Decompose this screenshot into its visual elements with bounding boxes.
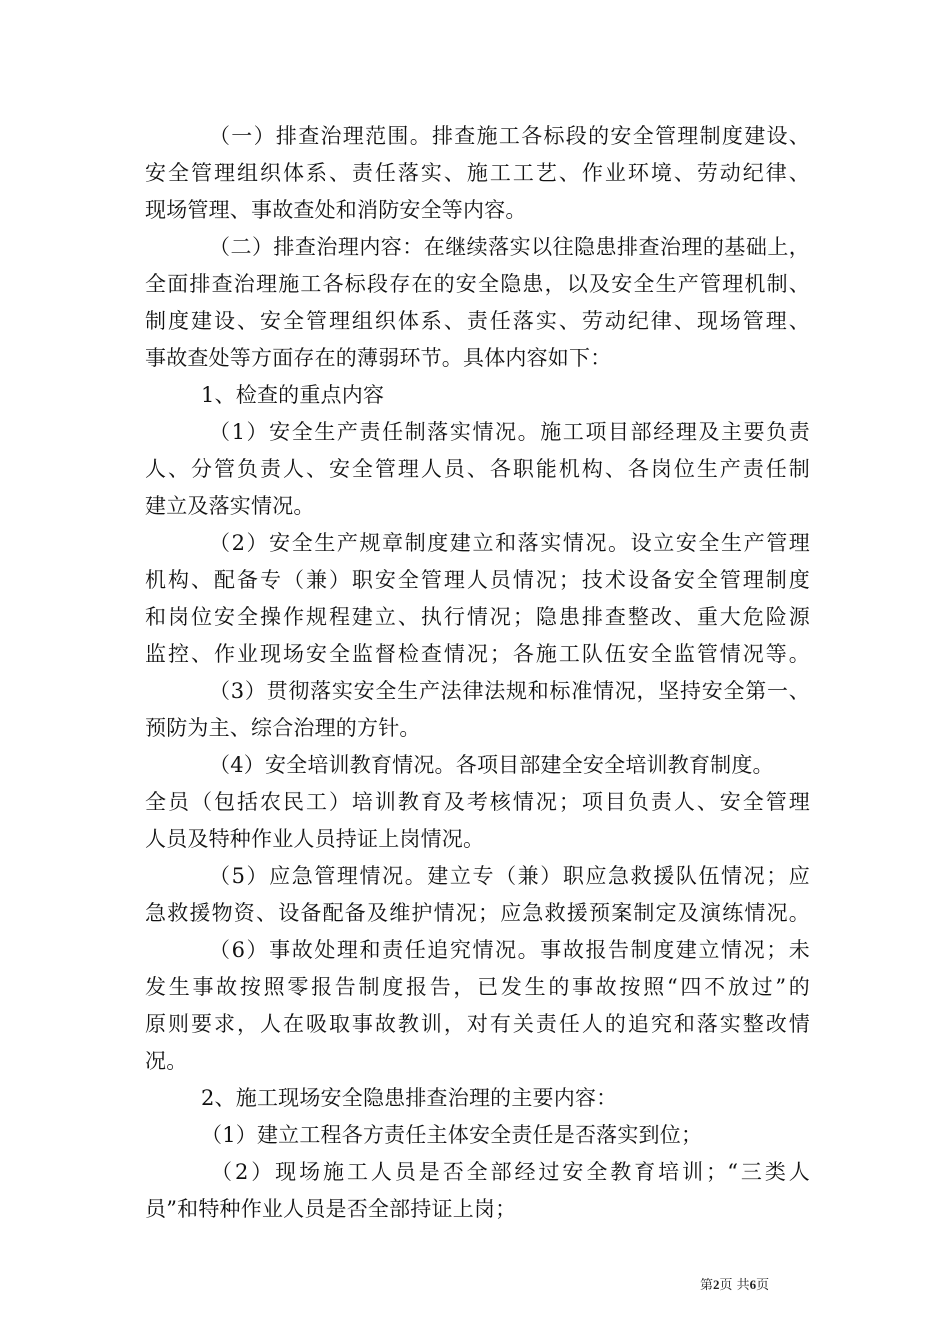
text-line: 安全管理组织体系、责任落实、施工工艺、作业环境、劳动纪律、	[145, 161, 810, 185]
text-line: 全面排查治理施工各标段存在的安全隐患，以及安全生产管理机制、	[145, 272, 810, 296]
text-line: 急救援物资、设备配备及维护情况；应急救援预案制定及演练情况。	[145, 901, 810, 925]
footer-suffix: 页	[756, 1278, 770, 1293]
text-line: （1）建立工程各方责任主体安全责任是否落实到位；	[201, 1123, 703, 1147]
text-line: （4）安全培训教育情况。各项目部建全安全培训教育制度。	[209, 753, 774, 777]
text-line: （5）应急管理情况。建立专（兼）职应急救援队伍情况；应	[209, 864, 810, 888]
text-line: 况。	[145, 1049, 188, 1073]
footer-prefix: 第	[700, 1278, 714, 1293]
section-heading: 2、施工现场安全隐患排查治理的主要内容：	[201, 1086, 618, 1110]
section-heading: 1、检查的重点内容	[201, 383, 385, 407]
text-line: （1）安全生产责任制落实情况。施工项目部经理及主要负责	[209, 420, 810, 444]
text-line: （3）贯彻落实安全生产法律法规和标准情况，坚持安全第一、	[209, 679, 810, 703]
text-line: （一）排查治理范围。排查施工各标段的安全管理制度建设、	[209, 124, 810, 148]
text-line: 建立及落实情况。	[145, 494, 315, 518]
text-line: 制度建设、安全管理组织体系、责任落实、劳动纪律、现场管理、	[145, 309, 810, 333]
total-page-count: 6	[749, 1277, 757, 1292]
text-line: （2）安全生产规章制度建立和落实情况。设立安全生产管理	[209, 531, 810, 555]
text-line: （二）排查治理内容：在继续落实以往隐患排查治理的基础上，	[209, 235, 810, 259]
text-line: 监控、作业现场安全监督检查情况；各施工队伍安全监管情况等。	[145, 642, 810, 666]
text-line: 发生事故按照零报告制度报告，已发生的事故按照“四不放过”的	[145, 975, 810, 999]
text-line: 预防为主、综合治理的方针。	[145, 716, 421, 740]
text-line: （2）现场施工人员是否全部经过安全教育培训；“三类人	[211, 1160, 810, 1184]
text-line: 事故查处等方面存在的薄弱环节。具体内容如下：	[145, 346, 612, 370]
current-page-number: 2	[713, 1277, 720, 1292]
text-line: 机构、配备专（兼）职安全管理人员情况；技术设备安全管理制度	[145, 568, 810, 592]
text-line: 人员及特种作业人员持证上岗情况。	[145, 827, 485, 851]
text-line: 原则要求，人在吸取事故教训，对有关责任人的追究和落实整改情	[145, 1012, 810, 1036]
text-line: 全员（包括农民工）培训教育及考核情况；项目负责人、安全管理	[145, 790, 810, 814]
text-line: 现场管理、事故查处和消防安全等内容。	[145, 198, 527, 222]
footer-middle: 页 共	[719, 1278, 750, 1293]
document-body	[145, 118, 810, 1228]
text-line: 人、分管负责人、安全管理人员、各职能机构、各岗位生产责任制	[145, 457, 810, 481]
text-line: 和岗位安全操作规程建立、执行情况；隐患排查整改、重大危险源	[145, 605, 810, 629]
page-footer	[700, 1276, 820, 1295]
text-line: （6）事故处理和责任追究情况。事故报告制度建立情况；未	[209, 938, 810, 962]
text-line: 员”和特种作业人员是否全部持证上岗；	[145, 1197, 517, 1221]
